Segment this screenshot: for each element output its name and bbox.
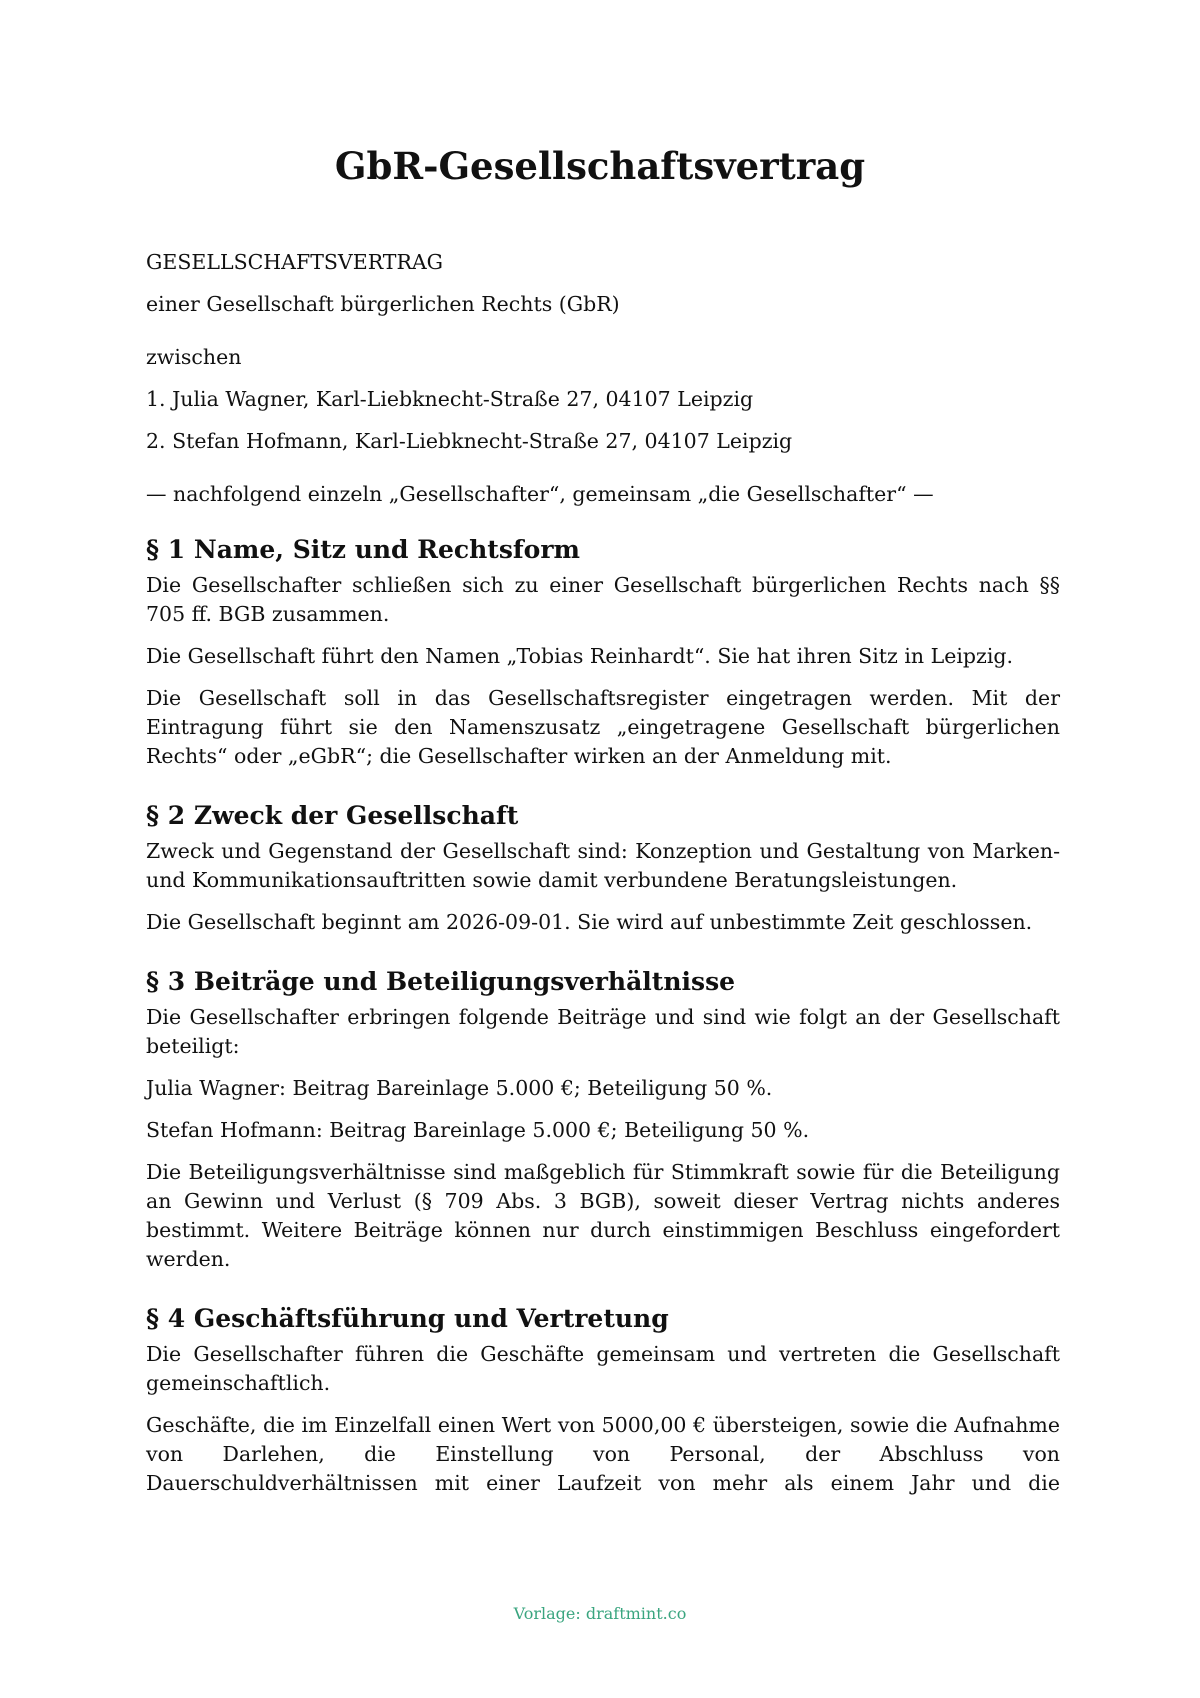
document-body <box>146 248 1060 1511</box>
section-1-heading: § 1 Name, Sitz und Rechtsform <box>146 535 580 564</box>
document-title: GbR-Gesellschaftsvertrag <box>334 144 866 188</box>
section-3-contribution: Julia Wagner: Beitrag Bareinlage 5.000 €; Beteiligung 50 %. <box>146 1076 773 1100</box>
section-3-paragraph: Die Gesellschafter erbringen folgende Beiträge und sind wie folgt an der Gesellschaft beteiligt: <box>146 1005 1060 1058</box>
section-4-paragraph: Die Gesellschafter führen die Geschäfte gemeinsam und vertreten die Gesellschaft gemeinschaftlich. <box>146 1342 1060 1395</box>
section-1-paragraph: Die Gesellschaft führt den Namen „Tobias Reinhardt“. Sie hat ihren Sitz in Leipzig. <box>146 644 1014 668</box>
contract-heading: GESELLSCHAFTSVERTRAG <box>146 250 444 274</box>
section-2-paragraph: Die Gesellschaft beginnt am 2026-09-01. Sie wird auf unbestimmte Zeit geschlossen. <box>146 910 1033 934</box>
party-2: 2. Stefan Hofmann, Karl-Liebknecht-Straße 27, 04107 Leipzig <box>146 429 793 453</box>
section-3-contribution: Stefan Hofmann: Beitrag Bareinlage 5.000 €; Beteiligung 50 %. <box>146 1118 810 1142</box>
party-1: 1. Julia Wagner, Karl-Liebknecht-Straße 27, 04107 Leipzig <box>146 387 754 411</box>
section-4-heading: § 4 Geschäftsführung und Vertretung <box>146 1304 669 1333</box>
section-2-heading: § 2 Zweck der Gesellschaft <box>146 801 519 830</box>
footer-template-credit: Vorlage: draftmint.co <box>513 1604 687 1623</box>
between-label: zwischen <box>146 345 242 369</box>
section-1-paragraph: Die Gesellschaft soll in das Gesellschaftsregister eingetragen werden. Mit der Eintragung führt sie den Namenszusatz „eingetragene Gesellschaft bürgerlichen Rechts“ oder „eGbR“; die Gesellschafter wirken an der Anmeldung mit. <box>146 686 1060 768</box>
section-3-paragraph: Die Beteiligungsverhältnisse sind maßgeblich für Stimmkraft sowie für die Beteiligung an Gewinn und Verlust (§ 709 Abs. 3 BGB), soweit dieser Vertrag nichts anderes bestimmt. Weitere Beiträge können nur durch einstimmigen Beschluss eingefordert werden. <box>146 1160 1060 1271</box>
section-3-heading: § 3 Beiträge und Beteiligungsverhältnisse <box>146 967 736 996</box>
section-4-paragraph: Geschäfte, die im Einzelfall einen Wert von 5000,00 € übersteigen, sowie die Aufnahme von Darlehen, die Einstellung von Personal, der Abschluss von Dauerschuldverhältnissen mit einer Laufzeit von mehr als einem Jahr und die <box>146 1413 1060 1495</box>
section-1-paragraph: Die Gesellschafter schließen sich zu einer Gesellschaft bürgerlichen Rechts nach §§ 705 ff. BGB zusammen. <box>146 573 1060 626</box>
section-2-paragraph: Zweck und Gegenstand der Gesellschaft sind: Konzeption und Gestaltung von Marken- und Kommunikationsauftritten sowie damit verbundene Beratungsleistungen. <box>146 839 1060 892</box>
parties-note: — nachfolgend einzeln „Gesellschafter“, gemeinsam „die Gesellschafter“ — <box>146 482 934 506</box>
contract-subheading: einer Gesellschaft bürgerlichen Rechts (GbR) <box>146 292 620 316</box>
